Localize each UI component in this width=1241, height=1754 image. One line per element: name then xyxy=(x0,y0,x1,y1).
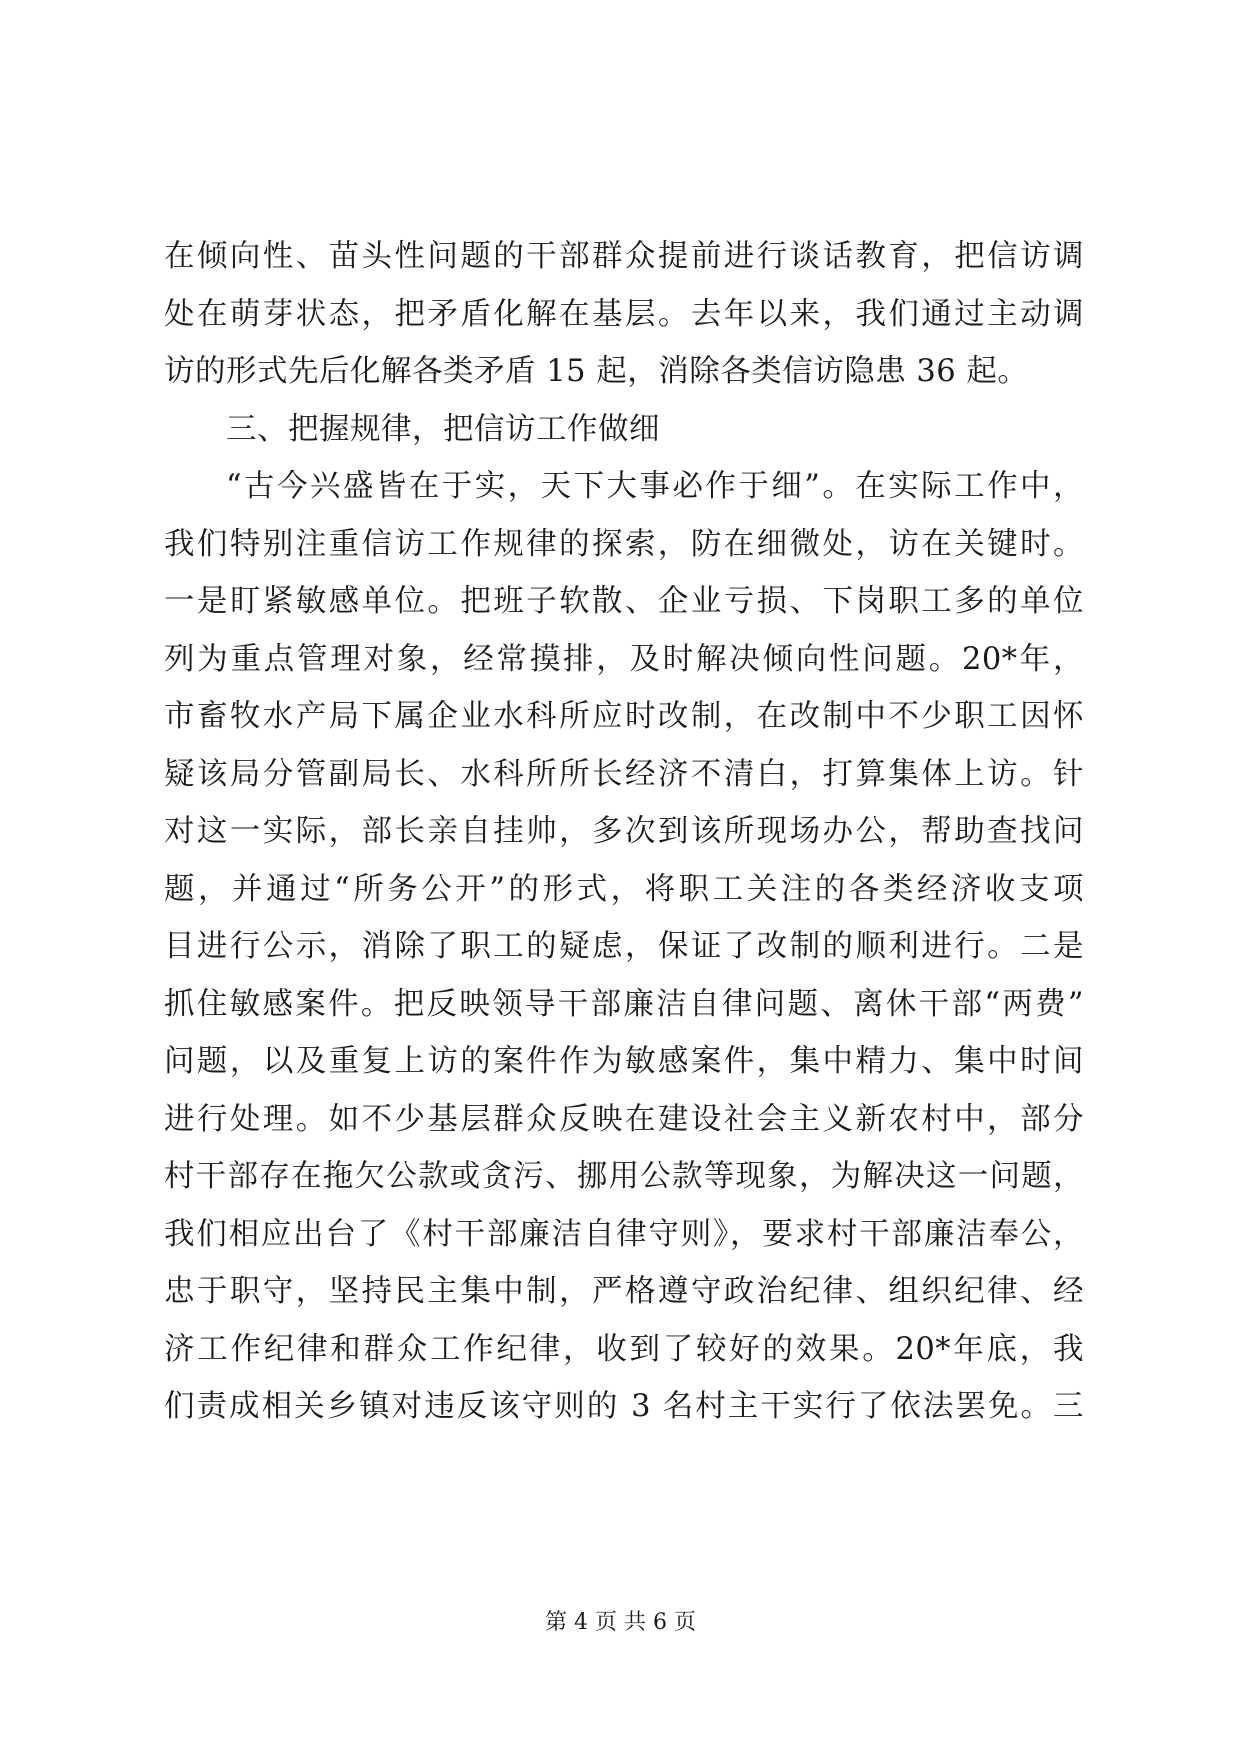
text-line: 疑该局分管副局长、水科所所长经济不清白，打算集体上访。针 xyxy=(164,756,1084,792)
text-line: 列为重点管理对象，经常摸排，及时解决倾向性问题。20*年， xyxy=(164,641,1084,677)
text-line: 处在萌芽状态，把矛盾化解在基层。去年以来，我们通过主动调 xyxy=(164,296,1084,332)
text-line: 济工作纪律和群众工作纪律，收到了较好的效果。20*年底，我 xyxy=(164,1331,1084,1367)
text-line: 抓住敏感案件。把反映领导干部廉洁自律问题、离休干部“两费” xyxy=(164,986,1084,1022)
page-footer: 第 4 页 共 6 页 xyxy=(545,1610,696,1635)
text-line: 题，并通过“所务公开”的形式，将职工关注的各类经济收支项 xyxy=(164,871,1084,907)
text-line: 一是盯紧敏感单位。把班子软散、企业亏损、下岗职工多的单位 xyxy=(164,584,1084,619)
text-line: 进行处理。如不少基层群众反映在建设社会主义新农村中，部分 xyxy=(164,1101,1084,1137)
text-line: “古今兴盛皆在于实，天下大事必作于细”。在实际工作中， xyxy=(226,469,1084,504)
text-line: 忠于职守，坚持民主集中制，严格遵守政治纪律、组织纪律、经 xyxy=(164,1274,1084,1309)
text-line: 目进行公示，消除了职工的疑虑，保证了改制的顺利进行。二是 xyxy=(164,929,1084,964)
text-line: 村干部存在拖欠公款或贪污、挪用公款等现象，为解决这一问题， xyxy=(164,1159,1084,1194)
text-line: 问题，以及重复上访的案件作为敏感案件，集中精力、集中时间 xyxy=(164,1044,1084,1079)
text-line: 在倾向性、苗头性问题的干部群众提前进行谈话教育，把信访调 xyxy=(164,239,1084,274)
text-line: 我们相应出台了《村干部廉洁自律守则》，要求村干部廉洁奉公， xyxy=(164,1216,1084,1252)
text-line: 们责成相关乡镇对违反该守则的 3 名村主干实行了依法罢免。三 xyxy=(164,1389,1084,1424)
text-line: 访的形式先后化解各类矛盾 15 起，消除各类信访隐患 36 起。 xyxy=(164,354,1029,389)
text-line: 市畜牧水产局下属企业水科所应时改制，在改制中不少职工因怀 xyxy=(164,699,1084,734)
section-heading: 三、把握规律，把信访工作做细 xyxy=(226,411,660,447)
text-line: 对这一实际，部长亲自挂帅，多次到该所现场办公，帮助查找问 xyxy=(164,814,1084,849)
text-line: 我们特别注重信访工作规律的探索，防在细微处，访在关键时。 xyxy=(164,526,1084,562)
document-body xyxy=(164,228,1084,1436)
